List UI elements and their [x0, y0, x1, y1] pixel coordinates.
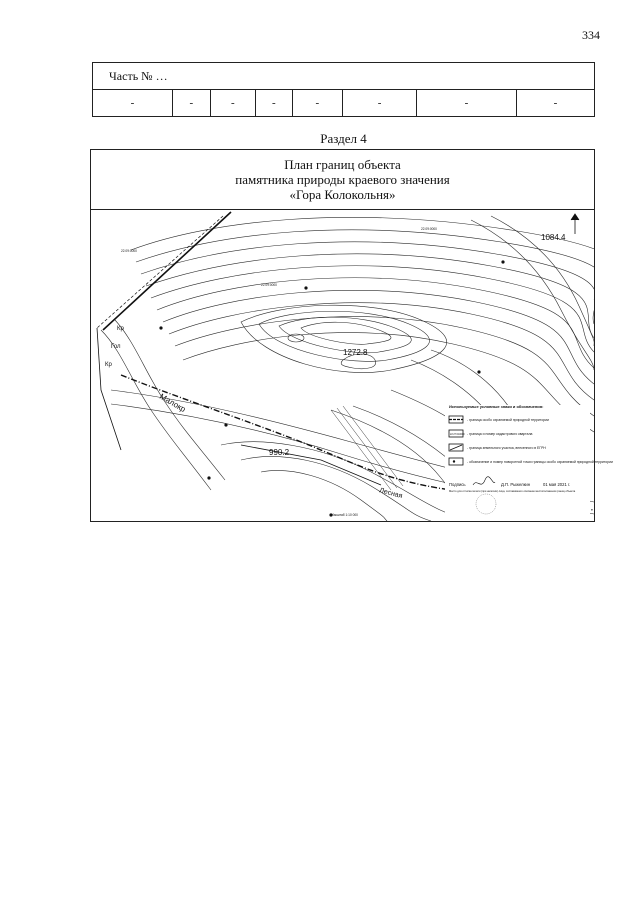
part-cell: - — [516, 90, 594, 117]
scale-label: Масштаб 1:10 000 — [331, 513, 358, 517]
grid-label: 22.09:0000 — [421, 227, 437, 231]
legend-label: - граница земельного участка, внесенного в ЕГРН — [467, 446, 546, 450]
left-label: Кр — [105, 362, 112, 368]
map-title — [91, 150, 594, 210]
grid-label: 22.09:0000 — [121, 249, 137, 253]
signature-note: Место для оттиска печати (при наличии) лица, составившего описание местоположения границ объекта — [449, 490, 576, 493]
elevation-low: 990.2 — [269, 448, 290, 457]
topographic-map — [91, 210, 613, 521]
legend-label: - граница особо охраняемой природной территории — [467, 418, 549, 422]
legend-label: - обозначение и номер поворотной точки границы особо охраняемой природной территории — [467, 460, 613, 464]
grid-label: 22.09:0000 — [261, 283, 277, 287]
part-cell: - — [292, 90, 342, 117]
part-cell: - — [210, 90, 255, 117]
left-label: Кр — [117, 326, 124, 332]
legend-heading: Используемые условные знаки и обозначения: — [449, 404, 544, 409]
legend — [445, 404, 613, 521]
part-cell: - — [343, 90, 417, 117]
signature-date: 01 мая 2021 г. — [543, 482, 571, 487]
map-title-line-2: памятника природы краевого значения — [235, 172, 450, 187]
legend-quarter-number: 22:27:010000 — [450, 433, 465, 436]
elevation-summit: 1272.8 — [343, 348, 368, 357]
section-title: Раздел 4 — [320, 131, 367, 146]
stream-label: Малокр — [158, 391, 188, 414]
part-heading: Часть № … — [93, 63, 595, 90]
part-cell: - — [256, 90, 293, 117]
left-label: Гол — [111, 344, 121, 350]
map-title-line-3: «Гора Колокольня» — [289, 187, 396, 202]
part-cell: - — [93, 90, 173, 117]
topographic-map-svg — [91, 210, 613, 521]
part-table — [92, 62, 595, 117]
part-cell: - — [417, 90, 517, 117]
map-title-line-1: План границ объекта — [284, 157, 401, 172]
legend-label: - граница и номер кадастрового квартала — [467, 432, 533, 436]
signature-prefix: Подпись — [449, 482, 466, 487]
elevation-summit-right: 1084.4 — [541, 233, 566, 242]
stream-label: Лесная — [378, 487, 404, 501]
part-row — [93, 90, 595, 117]
legend-item-turning-point — [449, 458, 613, 465]
boundary-plan — [90, 149, 613, 522]
north-arrow-icon — [571, 214, 579, 234]
signature-name: Д.П. Рыжелкин — [501, 482, 531, 487]
part-cell: - — [173, 90, 211, 117]
page-number: 334 — [582, 28, 600, 42]
